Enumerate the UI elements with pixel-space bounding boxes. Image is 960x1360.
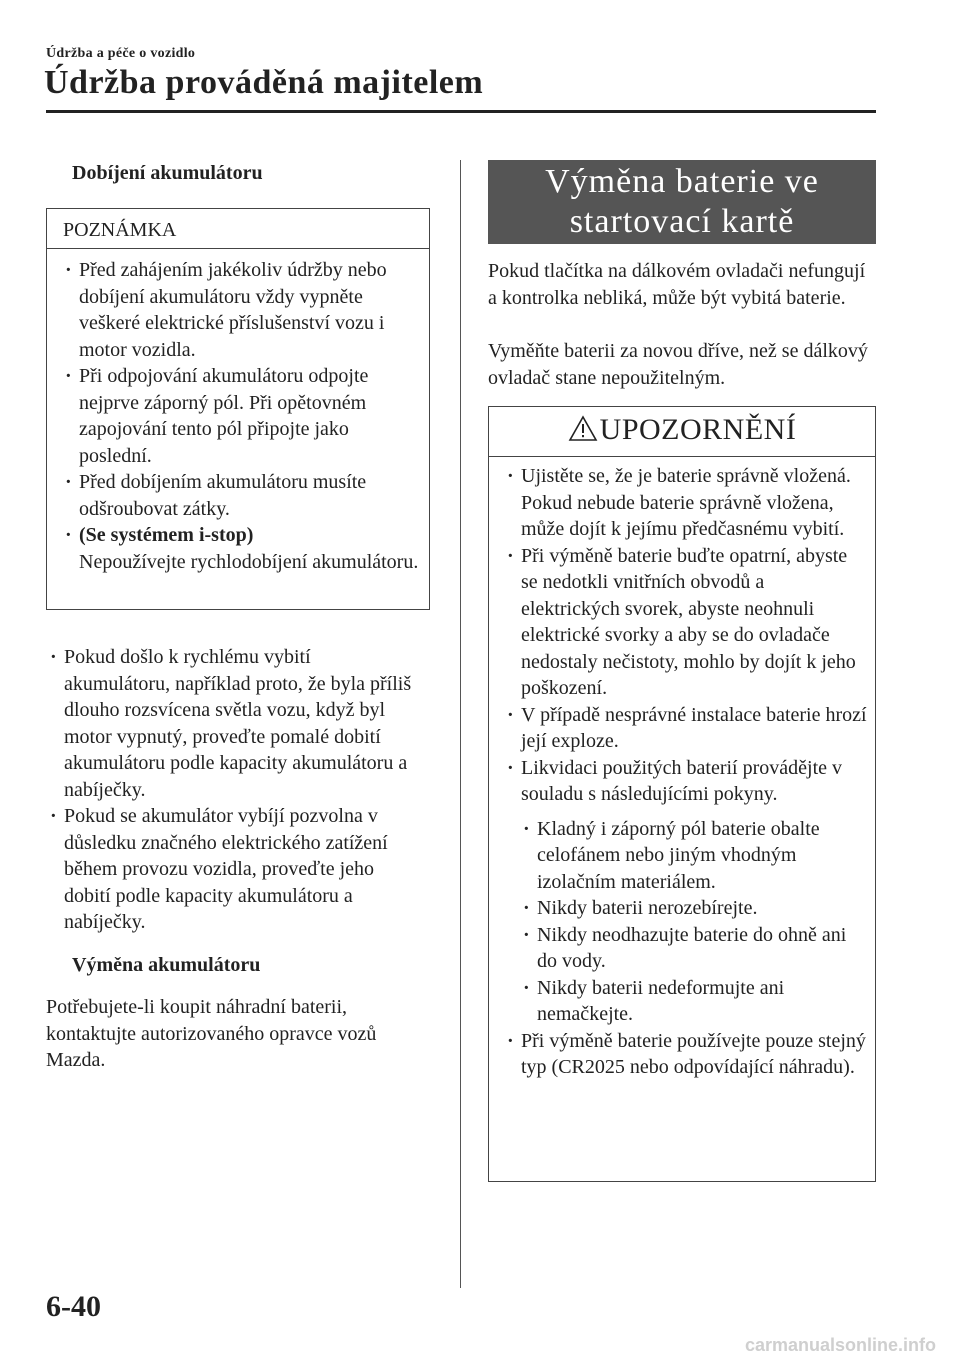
caution-subitem: · Nikdy baterii nerozebírejte.: [521, 895, 867, 922]
caution-item: · Při výměně baterie používejte pouze stejný typ (CR2025 nebo odpovídající náhradu).: [505, 1028, 867, 1081]
subhead-replacement: Výměna akumulátoru: [72, 954, 261, 976]
subhead-charging: Dobíjení akumulátoru: [72, 162, 263, 184]
replacement-paragraph: Potřebujete-li koupit náhradní baterii, kontaktujte autorizovaného opravce vozů Mazda.: [46, 996, 377, 1071]
note-item: · Před dobíjením akumulátoru musíte odšroubovat zátky.: [63, 469, 423, 522]
note-item: · Při odpojování akumulátoru odpojte nejprve záporný pól. Při opětovném zapojování tento pól připojte jako poslední.: [63, 363, 423, 469]
section-label: Údržba a péče o vozidlo: [46, 46, 196, 61]
body-bullet: · Pokud došlo k rychlému vybití akumulátoru, například proto, že byla příliš dlouho rozsvícena světla vozu, když byl motor vypnutý, proveďte pomalé dobití akumulátoru podle kapacity akumulátoru a nabíječky.: [48, 644, 420, 803]
caution-item-disposal: [505, 755, 867, 1028]
section-banner: [488, 160, 876, 244]
page-title: Údržba prováděná majitelem: [44, 64, 484, 101]
body-bullet: · Pokud se akumulátor vybíjí pozvolna v důsledku značného elektrického zatížení během provozu vozidla, proveďte jeho dobití podle kapacity akumulátoru a nabíječky.: [48, 803, 420, 936]
caution-item: · Ujistěte se, že je baterie správně vložená. Pokud nebude baterie správně vložena, může dojít k jejímu předčasnému vybití.: [505, 463, 867, 543]
note-box: [46, 208, 430, 610]
caution-item: · V případě nesprávné instalace baterie hrozí její exploze.: [505, 702, 867, 755]
caution-subitem: · Nikdy baterii nedeformujte ani nemačkejte.: [521, 975, 867, 1028]
caution-subitem: · Kladný i záporný pól baterie obalte celofánem nebo jiným vhodným izolačním materiálem.: [521, 816, 867, 896]
note-title: POZNÁMKA: [47, 209, 429, 249]
intro-paragraph-2: Vyměňte baterii za novou dříve, než se dálkový ovladač stane nepoužitelným.: [488, 340, 868, 389]
note-item: · Před zahájením jakékoliv údržby nebo dobíjení akumulátoru vždy vypněte veškeré elektrické příslušenství vozu i motor vozidla.: [63, 257, 423, 363]
caution-item-text: Likvidaci použitých baterií provádějte v souladu s následujícími pokyny.: [521, 756, 842, 805]
istop-text: Nepoužívejte rychlodobíjení akumulátoru.: [79, 550, 419, 573]
banner-line-1: Výměna baterie ve: [545, 163, 819, 200]
watermark: carmanualsonline.info: [744, 1335, 936, 1355]
caution-item: · Při výměně baterie buďte opatrní, abyste se nedotkli vnitřních obvodů a elektrických svorek, abyste neohnuli elektrické svorky a aby se do ovladače nedostaly nečistoty, mohlo by dojít k jeho poškození.: [505, 543, 867, 702]
column-separator: [460, 160, 461, 1288]
caution-header: [489, 407, 875, 457]
istop-label: (Se systémem i-stop): [79, 524, 254, 546]
header-rule: [46, 110, 876, 113]
banner-line-2: startovací kartě: [569, 203, 795, 240]
intro-paragraph-1: Pokud tlačítka na dálkovém ovladači nefungují a kontrolka nebliká, může být vybitá baterie.: [488, 260, 866, 309]
note-item-istop: [63, 522, 423, 575]
caution-box: [488, 406, 876, 1182]
caution-title: UPOZORNĚNÍ: [599, 413, 797, 446]
page-number: 6-40: [46, 1290, 101, 1323]
warning-triangle-icon: [568, 415, 598, 442]
caution-subitem: · Nikdy neodhazujte baterie do ohně ani do vody.: [521, 922, 867, 975]
